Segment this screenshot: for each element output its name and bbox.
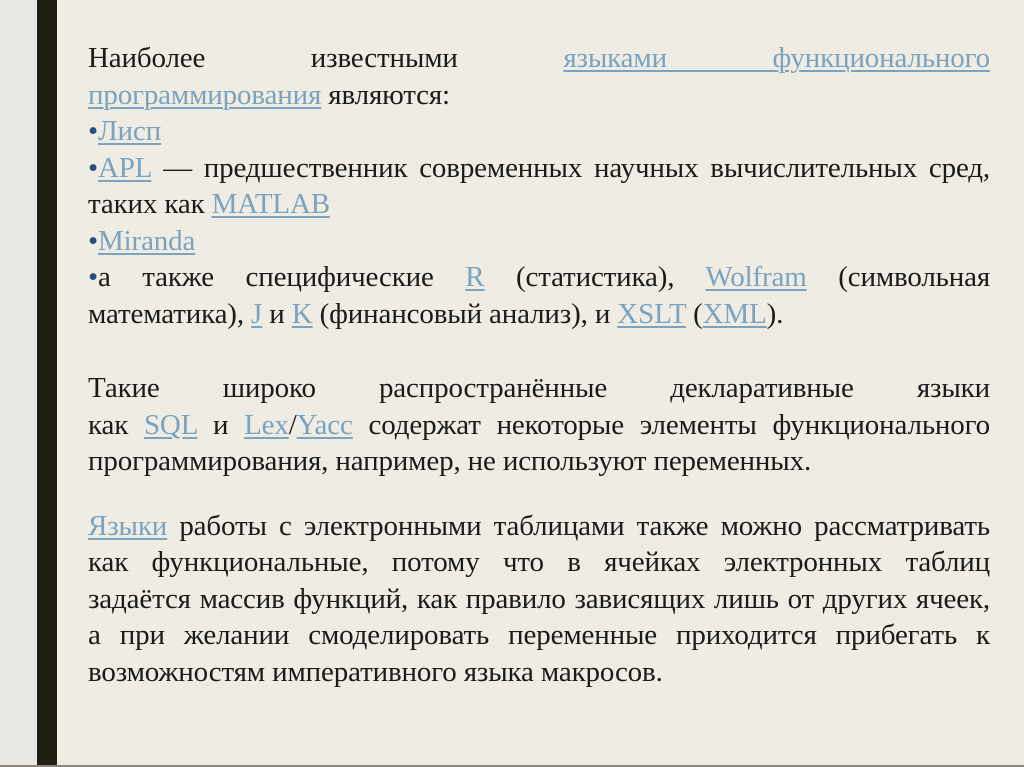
text-run: — предшественник современных научных вычислительных сред,: [151, 151, 990, 184]
text-run: возможностям императивного языка макросов.: [88, 655, 663, 688]
text-run: (статистика),: [484, 261, 706, 293]
text-run: как: [88, 408, 144, 441]
link-spreadsheet-languages[interactable]: Языки: [88, 509, 168, 542]
text-run: работы с электронными таблицами также можно рассматривать: [167, 509, 990, 542]
link-miranda[interactable]: Miranda: [98, 224, 196, 257]
text-line: [88, 654, 990, 691]
link-r[interactable]: R: [465, 261, 485, 293]
text-run: задаётся массив функций, как правило зависящих лишь от других ячеек,: [88, 582, 990, 615]
text-run: (финансовый анализ), и: [312, 297, 618, 330]
text-line: [88, 40, 990, 77]
block-spreadsheet: [88, 508, 990, 691]
text-run: (символьная: [806, 261, 991, 293]
text-line: [88, 581, 990, 618]
left-margin-strip: [0, 0, 37, 767]
block-intro: [88, 40, 990, 113]
text-line: [88, 259, 990, 296]
link-lex[interactable]: Lex: [244, 408, 289, 441]
bullet-marker: •: [88, 115, 99, 147]
text-line: [88, 544, 990, 581]
text-run: Наиболее известными: [88, 42, 564, 74]
link-wolfram[interactable]: Wolfram: [705, 261, 807, 293]
link-j[interactable]: J: [251, 297, 263, 330]
link-xml[interactable]: XML: [702, 297, 767, 330]
block-declarative: [88, 370, 990, 480]
block-bullets: [88, 113, 990, 332]
text-run: и: [262, 297, 292, 330]
text-line: [88, 113, 990, 150]
text-run: и: [197, 408, 245, 441]
text-run: ).: [766, 297, 784, 330]
link-functional-programming-languages-part2[interactable]: программирования: [88, 78, 322, 111]
link-yacc[interactable]: Yacc: [296, 408, 353, 441]
text-line: [88, 296, 990, 333]
text-run: математика),: [88, 297, 252, 330]
link-functional-programming-languages-part1[interactable]: языками функционального: [563, 42, 990, 74]
link-xslt[interactable]: XSLT: [617, 297, 687, 330]
text-line: [88, 443, 990, 480]
text-run: /: [288, 408, 297, 441]
slide-text: [88, 40, 990, 690]
text-run: а также специфические: [98, 261, 466, 293]
text-run: содержат некоторые элементы функционального: [352, 408, 990, 441]
link-matlab[interactable]: MATLAB: [211, 188, 330, 220]
link-k[interactable]: K: [291, 297, 313, 330]
text-line: [88, 223, 990, 260]
text-line: [88, 617, 990, 654]
text-run: программирования, например, не используют переменных.: [88, 445, 812, 477]
link-apl[interactable]: APL: [98, 151, 152, 184]
accent-bar: [37, 0, 57, 767]
text-run: как функциональные, потому что в ячейках электронных таблиц: [88, 546, 990, 578]
text-run: являются:: [321, 78, 450, 111]
text-line: [88, 508, 990, 545]
text-run: таких как: [88, 188, 212, 220]
link-lisp[interactable]: Лисп: [98, 115, 161, 147]
bullet-marker: •: [88, 261, 99, 293]
text-line: [88, 407, 990, 444]
text-run: а при желании смоделировать переменные приходится прибегать к: [88, 619, 990, 651]
text-run: (: [686, 297, 703, 330]
link-sql[interactable]: SQL: [143, 408, 198, 441]
bullet-marker: •: [88, 224, 99, 257]
bullet-marker: •: [88, 151, 99, 184]
text-line: [88, 186, 990, 223]
text-run: Такие широко распространённые декларативные языки: [88, 372, 990, 404]
text-line: [88, 77, 990, 114]
text-line: [88, 150, 990, 187]
text-line: [88, 370, 990, 407]
